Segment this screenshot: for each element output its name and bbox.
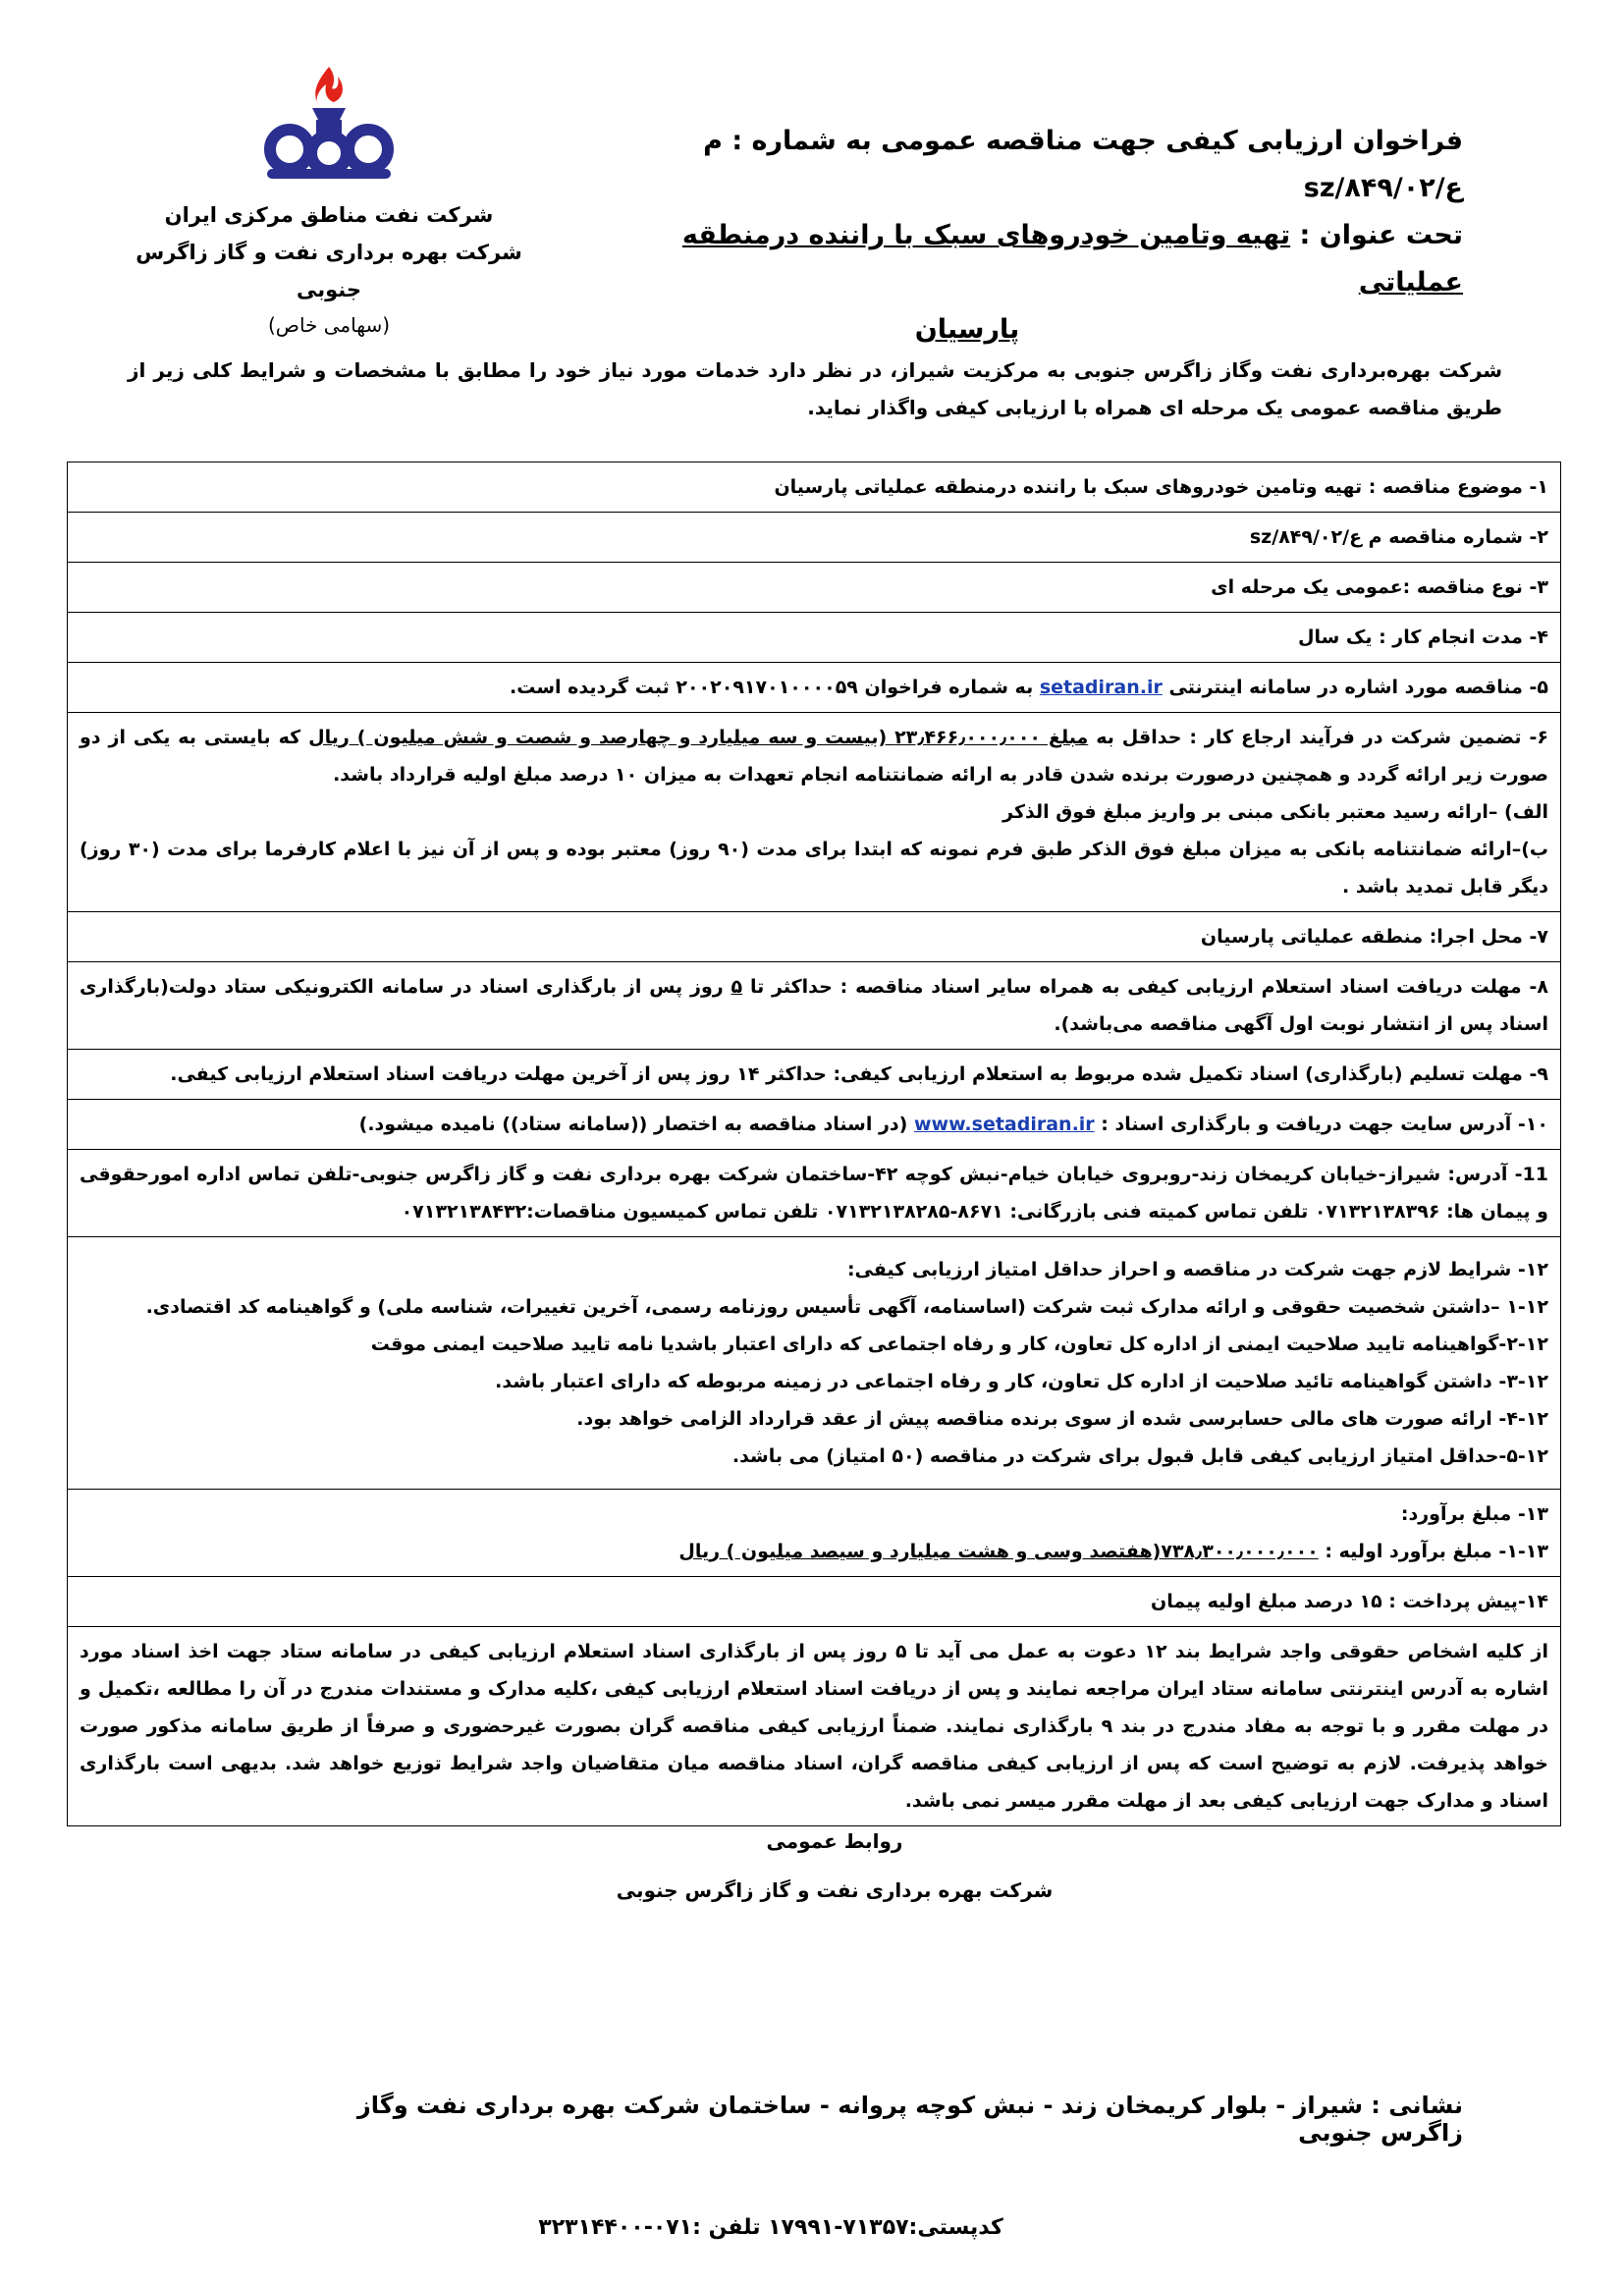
setadiran-link[interactable]: setadiran.ir [1039, 677, 1163, 698]
company-header [108, 59, 550, 342]
deadline-days: ۵ [731, 976, 743, 998]
tender-subject: ۱- موضوع مناقصه : تهیه وتامین خودروهای سبک با راننده درمنطقه عملیاتی پارسیان [68, 462, 1561, 513]
table-row [68, 912, 1561, 962]
tender-title [677, 118, 1463, 354]
estimate-label: ۱-۱۳- مبلغ برآورد اولیه : [1318, 1541, 1548, 1562]
table-row [68, 663, 1561, 713]
signature-block [491, 1817, 1178, 1915]
eligibility-conditions [68, 1237, 1561, 1490]
registration-info [68, 663, 1561, 713]
condition-item: ۲-۱۲-گواهینامه تایید صلاحیت ایمنی از اداره کل تعاون، کار و رفاه اجتماعی که دارای اعتبار باشدیا نامه تایید صلاحیت ایمنی موقت [370, 1333, 1548, 1355]
estimate-amount: ۷۳۸٫۳۰۰٫۰۰۰٫۰۰۰(هفتصد وسی و هشت میلیارد و سیصد میلیون ) ریال [678, 1541, 1319, 1562]
condition-item: ۵-۱۲-حداقل امتیاز ارزیابی کیفی قابل قبول برای شرکت در مناقصه (۵۰ امتیاز) می باشد. [731, 1445, 1548, 1467]
table-row [68, 462, 1561, 513]
intro-paragraph: شرکت بهره‌برداری نفت وگاز زاگرس جنوبی به مرکزیت شیراز، در نظر دارد خدمات مورد نیاز خود را مطابق با مشخصات و شرایط کلی زیر از طریق مناقصه عمومی یک مرحله ای همراه با ارزیابی کیفی واگذار نماید. [128, 358, 1502, 419]
table-row [68, 563, 1561, 613]
title-line-2 [677, 212, 1463, 306]
work-duration: ۴- مدت انجام کار : یک سال [68, 613, 1561, 663]
document-deadline [68, 962, 1561, 1050]
registration-text: ۵- مناقصه مورد اشاره در سامانه اینترنتی [1162, 677, 1548, 698]
tender-number: ۲- شماره مناقصه م ع/۸۴۹/۰۲/sz [68, 513, 1561, 563]
table-row [68, 713, 1561, 912]
signature-company: شرکت بهره برداری نفت و گاز زاگرس جنوبی [616, 1878, 1054, 1902]
site-address-note: (در اسناد مناقصه به اختصار ((سامانه ستاد)) نامیده میشود.) [358, 1114, 914, 1135]
condition-item: ۱-۱۲ –داشتن شخصیت حقوقی و ارائه مدارک ثبت شرکت (اساسنامه، آگهی تأسیس روزنامه رسمی، آخرین تغییرات، شناسه ملی) و گواهینامه کد اقتصادی. [145, 1296, 1548, 1318]
guarantee-info [68, 713, 1561, 912]
site-address [68, 1100, 1561, 1150]
public-relations: روابط عمومی [766, 1829, 903, 1853]
page-footer [295, 2092, 1463, 2240]
condition-item: ۳-۱۲- داشتن گواهینامه تائید صلاحیت از اداره کل تعاون، کار و رفاه اجتماعی در زمینه مربوطه که دارای اعتبار باشد. [495, 1371, 1548, 1392]
title-subject: تهیه وتامین خودروهای سبک با راننده درمنطقه عملیاتی [681, 220, 1463, 298]
invitation-paragraph: از کلیه اشخاص حقوقی واجد شرایط بند ۱۲ دعوت به عمل می آید تا ۵ روز پس از بارگذاری اسناد استعلام ارزیابی کیفی در سامانه ستاد جهت اخذ اسناد مورد اشاره به آدرس اینترنتی سامانه ستاد ایران مراجعه نمایند و پس از دریافت اسناد استعلام ارزیابی کیفی ،کلیه مدارک و مستندات مندرج در آن را مطالعه ،تکمیل و در مهلت مقرر و با توجه به مفاد مندرج در بند ۹ بارگذاری نمایند. ضمناً ارزیابی کیفی مناقصه گران بصورت غیرحضوری و صرفاً از طریق سامانه مذکور صورت خواهد پذیرفت. لازم به توضیح است که پس از ارزیابی کیفی مناقصه گران، اسناد مناقصه میان متقاضیان واجد شرایط توزیع خواهد شد. بدیهی است بارگذاری اسناد و مدارک جهت ارزیابی کیفی بعد از مهلت مقرر میسر نمی باشد. [68, 1627, 1561, 1826]
table-row [68, 1150, 1561, 1237]
footer-address: نشانی : شیراز - بلوار کریمخان زند - نبش کوچه پروانه - ساختمان شرکت بهره برداری نفت وگاز زاگرس جنوبی [356, 2092, 1463, 2147]
footer-contact: کدپستی:۷۱۳۵۷-۱۷۹۹۱ تلفن :۰۷۱-۳۲۳۱۴۴۰۰ [538, 2215, 1003, 2240]
deadline-text: ۸- مهلت دریافت اسناد استعلام ارزیابی کیفی به همراه سایر اسناد مناقصه : حداکثر تا [742, 976, 1548, 998]
conditions-title: ۱۲- شرایط لازم جهت شرکت در مناقصه و احراز حداقل امتیاز ارزیابی کیفی: [846, 1259, 1548, 1280]
guarantee-conditions: که بایستی به یکی از دو صورت زیر ارائه گردد و همچنین درصورت برنده شدن قادر به ارائه ضمانتنامه انجام تعهدات به میزان ۱۰ درصد مبلغ اولیه قرارداد باشد. [80, 727, 1548, 786]
guarantee-text: ۶- تضمین شرکت در فرآیند ارجاع کار : حداقل به [1088, 727, 1548, 748]
condition-item: ۴-۱۲- ارائه صورت های مالی حسابرسی شده از سوی برنده مناقصه پیش از عقد قرارداد الزامی خواهد بود. [576, 1408, 1548, 1430]
guarantee-option-a: الف) –ارائه رسید معتبر بانکی مبنی بر واریز مبلغ فوق الذکر [1002, 801, 1548, 823]
setadiran-www-link[interactable]: www.setadiran.ir [913, 1114, 1095, 1135]
guarantee-amount: مبلغ ۲۳٫۴۶۶٫۰۰۰٫۰۰۰ (بیست و سه میلیارد و چهارصد و شصت و شش میلیون ) ریال [308, 727, 1089, 748]
deadline-note: روز پس از بارگذاری اسناد در سامانه الکترونیکی ستاد دولت(بارگذاری اسناد پس از انتشار نوبت اول آگهی مناقصه می‌باشد). [80, 976, 1548, 1035]
postal-address: 11- آدرس: شیراز-خیابان کریمخان زند-روبروی خیابان خیام-نبش کوچه ۴۲-ساختمان شرکت بهره برداری نفت و گاز زاگرس جنوبی-تلفن تماس اداره امورحقوقی و پیمان ها: ۰۷۱۳۲۱۳۸۳۹۶ تلفن تماس کمیته فنی بازرگانی: ۸۶۷۱-۰۷۱۳۲۱۳۸۲۸۵ تلفن تماس کمیسیون مناقصات:۰۷۱۳۲۱۳۸۴۳۲ [68, 1150, 1561, 1237]
estimate-title: ۱۳- مبلغ برآورد: [1400, 1503, 1548, 1525]
table-row [68, 613, 1561, 663]
title-subject-cont: پارسیان [914, 314, 1020, 345]
title-line-1: فراخوان ارزیابی کیفی جهت مناقصه عمومی به شماره : م ع/۸۴۹/۰۲/sz [703, 126, 1463, 203]
site-address-label: ۱۰- آدرس سایت جهت دریافت و بارگذاری اسناد : [1094, 1114, 1548, 1135]
table-row [68, 1237, 1561, 1490]
title-prefix: تحت عنوان : [1290, 220, 1463, 250]
tender-type: ۳- نوع مناقصه :عمومی یک مرحله ای [68, 563, 1561, 613]
title-line-3 [677, 306, 1257, 354]
prepayment: ۱۴-پیش پرداخت : ۱۵ درصد مبلغ اولیه پیمان [68, 1577, 1561, 1627]
org-name-company: شرکت بهره برداری نفت و گاز زاگرس جنوبی [135, 241, 522, 301]
submission-deadline: ۹- مهلت تسلیم (بارگذاری) اسناد تکمیل شده مربوط به استعلام ارزیابی کیفی: حداکثر ۱۴ روز پس از آخرین مهلت دریافت اسناد استعلام ارزیابی کیفی. [68, 1050, 1561, 1100]
estimate-line [80, 1533, 1548, 1570]
table-row [68, 1100, 1561, 1150]
org-name-parent: شرکت نفت مناطق مرکزی ایران [164, 203, 494, 227]
table-row [68, 513, 1561, 563]
registration-number: به شماره فراخوان ۲۰۰۲۰۹۱۷۰۱۰۰۰۰۵۹ ثبت گردیده است. [510, 677, 1040, 698]
nioc-logo-icon [255, 59, 403, 196]
table-row [68, 1627, 1561, 1826]
table-row [68, 1050, 1561, 1100]
tender-details-table [67, 462, 1561, 1826]
table-row [68, 1490, 1561, 1577]
table-row [68, 1577, 1561, 1627]
guarantee-option-b: ب)–ارائه ضمانتنامه بانکی به میزان مبلغ فوق الذکر طبق فرم نمونه که ابتدا برای مدت (۹۰ روز) معتبر بوده و پس از آن نیز با اعلام کارفرما برای مدت (۳۰ روز) دیگر قابل تمدید باشد . [80, 839, 1548, 898]
estimate-info [68, 1490, 1561, 1577]
table-row [68, 962, 1561, 1050]
org-type: (سهامی خاص) [267, 313, 391, 337]
execution-location: ۷- محل اجرا: منطقه عملیاتی پارسیان [68, 912, 1561, 962]
